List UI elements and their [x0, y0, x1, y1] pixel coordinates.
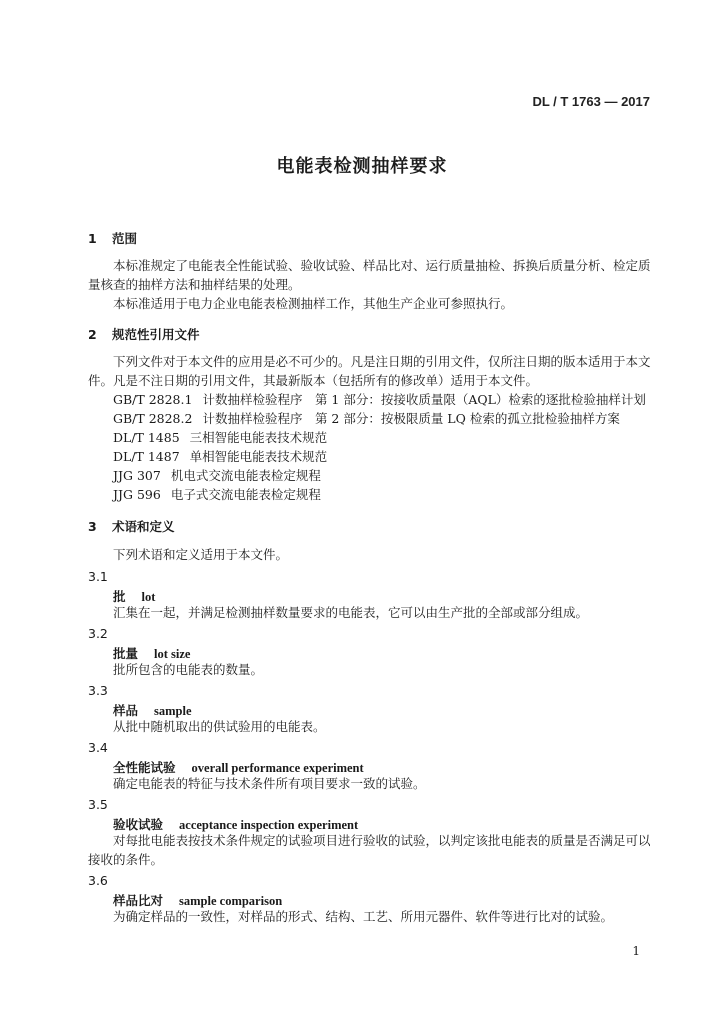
- section-1-heading: [88, 229, 137, 247]
- term-zh: 样品: [113, 703, 139, 718]
- term-definition: 批所包含的电能表的数量。: [113, 662, 264, 677]
- reference-title: 电子式交流电能表检定规程: [170, 487, 321, 502]
- reference-title: 计数抽样检验程序 第 2 部分：按极限质量 LQ 检索的孤立批检验抽样方案: [202, 411, 620, 426]
- term-definition: 确定电能表的特征与技术条件所有项目要求一致的试验。: [113, 776, 426, 791]
- term-number: 3.2: [88, 626, 108, 641]
- reference-code: JJG 307: [113, 468, 161, 483]
- reference-title: 三相智能电能表技术规范: [189, 430, 328, 445]
- section-3-heading: [88, 517, 175, 535]
- section-1-paragraph-2: 本标准适用于电力企业电能表检测抽样工作，其他生产企业可参照执行。: [113, 296, 514, 311]
- section-3-paragraph-1: 下列术语和定义适用于本文件。: [113, 547, 289, 562]
- section-number: 3: [88, 519, 97, 534]
- section-1-paragraph-1: 本标准规定了电能表全性能试验、验收试验、样品比对、运行质量抽检、拆换后质量分析、检定质量核查的抽样方法和抽样结果的处理。: [88, 258, 651, 292]
- term-en: lot: [141, 590, 156, 604]
- term-zh: 批: [113, 589, 126, 604]
- reference-item: [113, 409, 620, 428]
- reference-code: JJG 596: [113, 487, 161, 502]
- term-number: 3.5: [88, 797, 108, 812]
- reference-title: 单相智能电能表技术规范: [189, 449, 328, 464]
- term-en: sample comparison: [179, 894, 283, 908]
- reference-code: DL/T 1485: [113, 430, 180, 445]
- reference-item: [113, 466, 321, 485]
- term-definition: 对每批电能表按技术条件规定的试验项目进行验收的试验，以判定该批电能表的质量是否满足可以接收的条件。: [88, 833, 651, 867]
- term-en: acceptance inspection experiment: [179, 818, 359, 832]
- term-number: 3.4: [88, 740, 108, 755]
- term-number: 3.6: [88, 873, 108, 888]
- section-2-heading: [88, 325, 200, 343]
- term-en: lot size: [154, 647, 191, 661]
- reference-title: 计数抽样检验程序 第 1 部分：按接收质量限（AQL）检索的逐批检验抽样计划: [202, 392, 646, 407]
- section-2-paragraph-1: 下列文件对于本文件的应用是必不可少的。凡是注日期的引用文件，仅所注日期的版本适用于本文件。凡是不注日期的引用文件，其最新版本（包括所有的修改单）适用于本文件。: [88, 354, 651, 388]
- term-zh: 全性能试验: [113, 760, 176, 775]
- section-number: 2: [88, 327, 97, 342]
- section-title: 范围: [112, 231, 138, 246]
- standard-code: DL / T 1763 — 2017: [532, 94, 650, 109]
- reference-title: 机电式交流电能表检定规程: [170, 468, 321, 483]
- term-number: 3.1: [88, 569, 108, 584]
- reference-code: GB/T 2828.2: [113, 411, 193, 426]
- section-number: 1: [88, 231, 97, 246]
- reference-code: GB/T 2828.1: [113, 392, 193, 407]
- section-title: 规范性引用文件: [112, 327, 200, 342]
- reference-item: [113, 428, 327, 447]
- term-number: 3.3: [88, 683, 108, 698]
- reference-item: [113, 485, 321, 504]
- reference-item: [113, 447, 327, 466]
- term-en: overall performance experiment: [191, 761, 364, 775]
- term-definition: 汇集在一起，并满足检测抽样数量要求的电能表，它可以由生产批的全部或部分组成。: [113, 605, 589, 620]
- term-zh: 批量: [113, 646, 139, 661]
- term-zh: 样品比对: [113, 893, 164, 908]
- reference-code: DL/T 1487: [113, 449, 180, 464]
- reference-item: [113, 390, 646, 409]
- term-en: sample: [154, 704, 192, 718]
- page-number: 1: [632, 944, 640, 958]
- term-zh: 验收试验: [113, 817, 164, 832]
- term-definition: 从批中随机取出的供试验用的电能表。: [113, 719, 326, 734]
- section-title: 术语和定义: [112, 519, 175, 534]
- term-definition: 为确定样品的一致性，对样品的形式、结构、工艺、所用元器件、软件等进行比对的试验。: [113, 909, 614, 924]
- document-title: 电能表检测抽样要求: [276, 156, 448, 177]
